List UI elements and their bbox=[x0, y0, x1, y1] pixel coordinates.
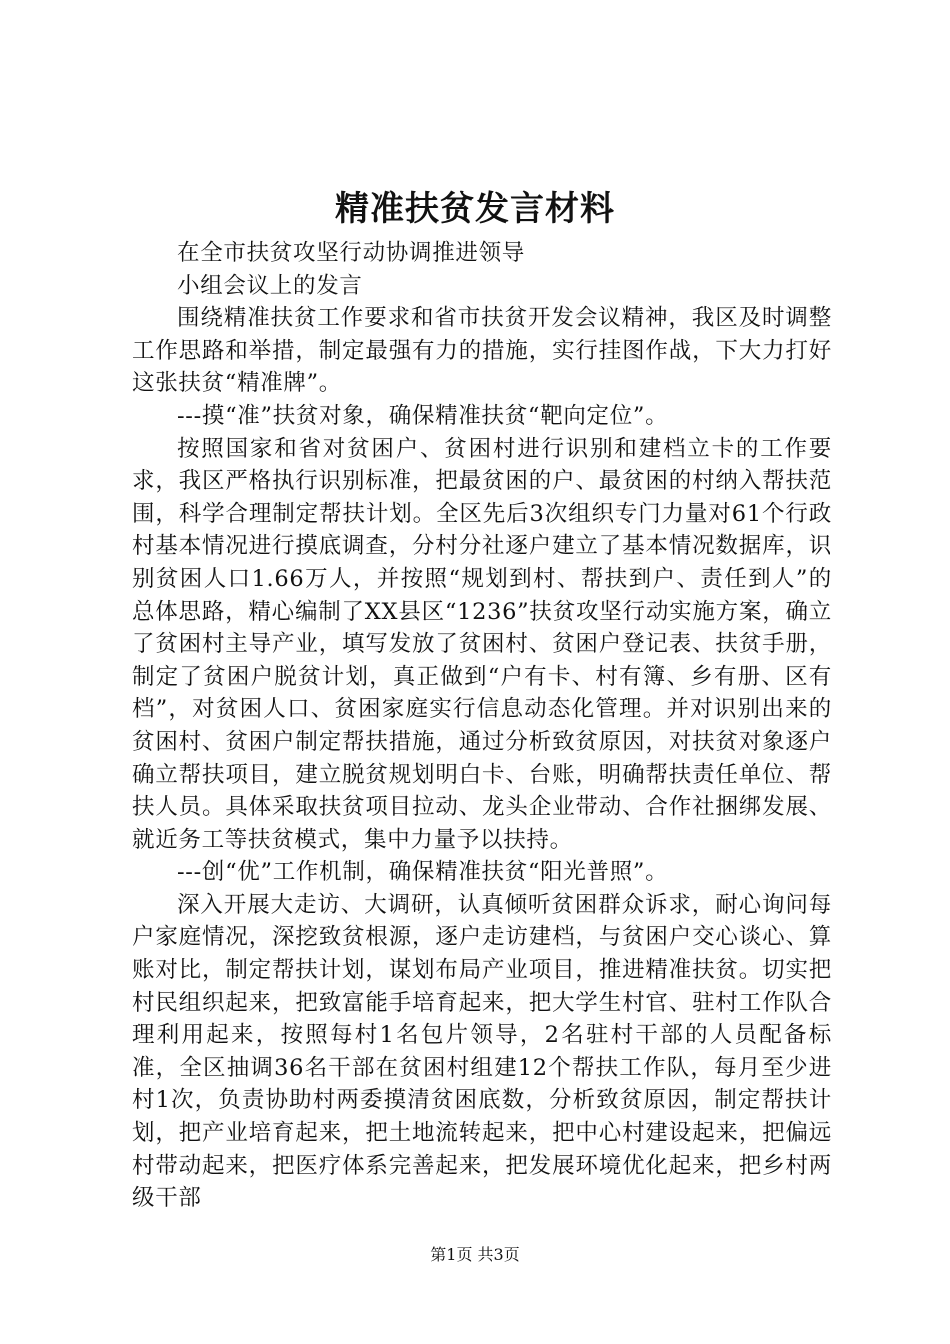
document-title: 精准扶贫发言材料 bbox=[335, 189, 615, 229]
section-heading-2: ---创“优”工作机制，确保精准扶贫“阳光普照”。 bbox=[177, 859, 669, 886]
body-paragraph-2: 深入开展大走访、大调研，认真倾听贫困群众诉求，耐心询问每户家庭情况，深挖致贫根源，逐户走访建档，与贫困户交心谈心、算账对比，制定帮扶计划，谋划布局产业项目，推进精准扶贫。切实把村民组织起来，把致富能手培育起来，把大学生村官、驻村工作队合理利用起来，按照每村1名包片领导，2名驻村干部的人员配备标准，全区抽调36名干部在贫困村组建12个帮扶工作队，每月至少进村1次，负责协助村两委摸清贫困底数，分析致贫原因，制定帮扶计划，把产业培育起来，把土地流转起来，把中心村建设起来，把偏远村带动起来，把医疗体系完善起来，把发展环境优化起来，把乡村两级干部 bbox=[132, 891, 832, 1212]
page-footer: 第1页 共3页 bbox=[430, 1245, 520, 1264]
document-body bbox=[132, 237, 832, 1215]
subtitle-line-2: 小组会议上的发言 bbox=[177, 272, 363, 299]
body-paragraph-1: 按照国家和省对贫困户、贫困村进行识别和建档立卡的工作要求，我区严格执行识别标准，把最贫困的户、最贫困的村纳入帮扶范围，科学合理制定帮扶计划。全区先后3次组织专门力量对61个行政村基本情况进行摸底调查，分村分社逐户建立了基本情况数据库，识别贫困人口1.66万人，并按照“规划到村、帮扶到户、责任到人”的总体思路，精心编制了XX县区“1236”扶贫攻坚行动实施方案，确立了贫困村主导产业，填写发放了贫困村、贫困户登记表、扶贫手册，制定了贫困户脱贫计划，真正做到“户有卡、村有簿、乡有册、区有档”，对贫困人口、贫困家庭实行信息动态化管理。并对识别出来的贫困村、贫困户制定帮扶措施，通过分析致贫原因，对扶贫对象逐户确立帮扶项目，建立脱贫规划明白卡、台账，明确帮扶责任单位、帮扶人员。具体采取扶贫项目拉动、龙头企业带动、合作社捆绑发展、就近务工等扶贫模式，集中力量予以扶持。 bbox=[132, 435, 832, 853]
intro-paragraph: 围绕精准扶贫工作要求和省市扶贫开发会议精神，我区及时调整工作思路和举措，制定最强有力的措施，实行挂图作战，下大力打好这张扶贫“精准牌”。 bbox=[132, 305, 832, 397]
section-heading-1: ---摸“准”扶贫对象，确保精准扶贫“靶向定位”。 bbox=[177, 402, 669, 429]
subtitle-line-1: 在全市扶贫攻坚行动协调推进领导 bbox=[177, 240, 526, 266]
